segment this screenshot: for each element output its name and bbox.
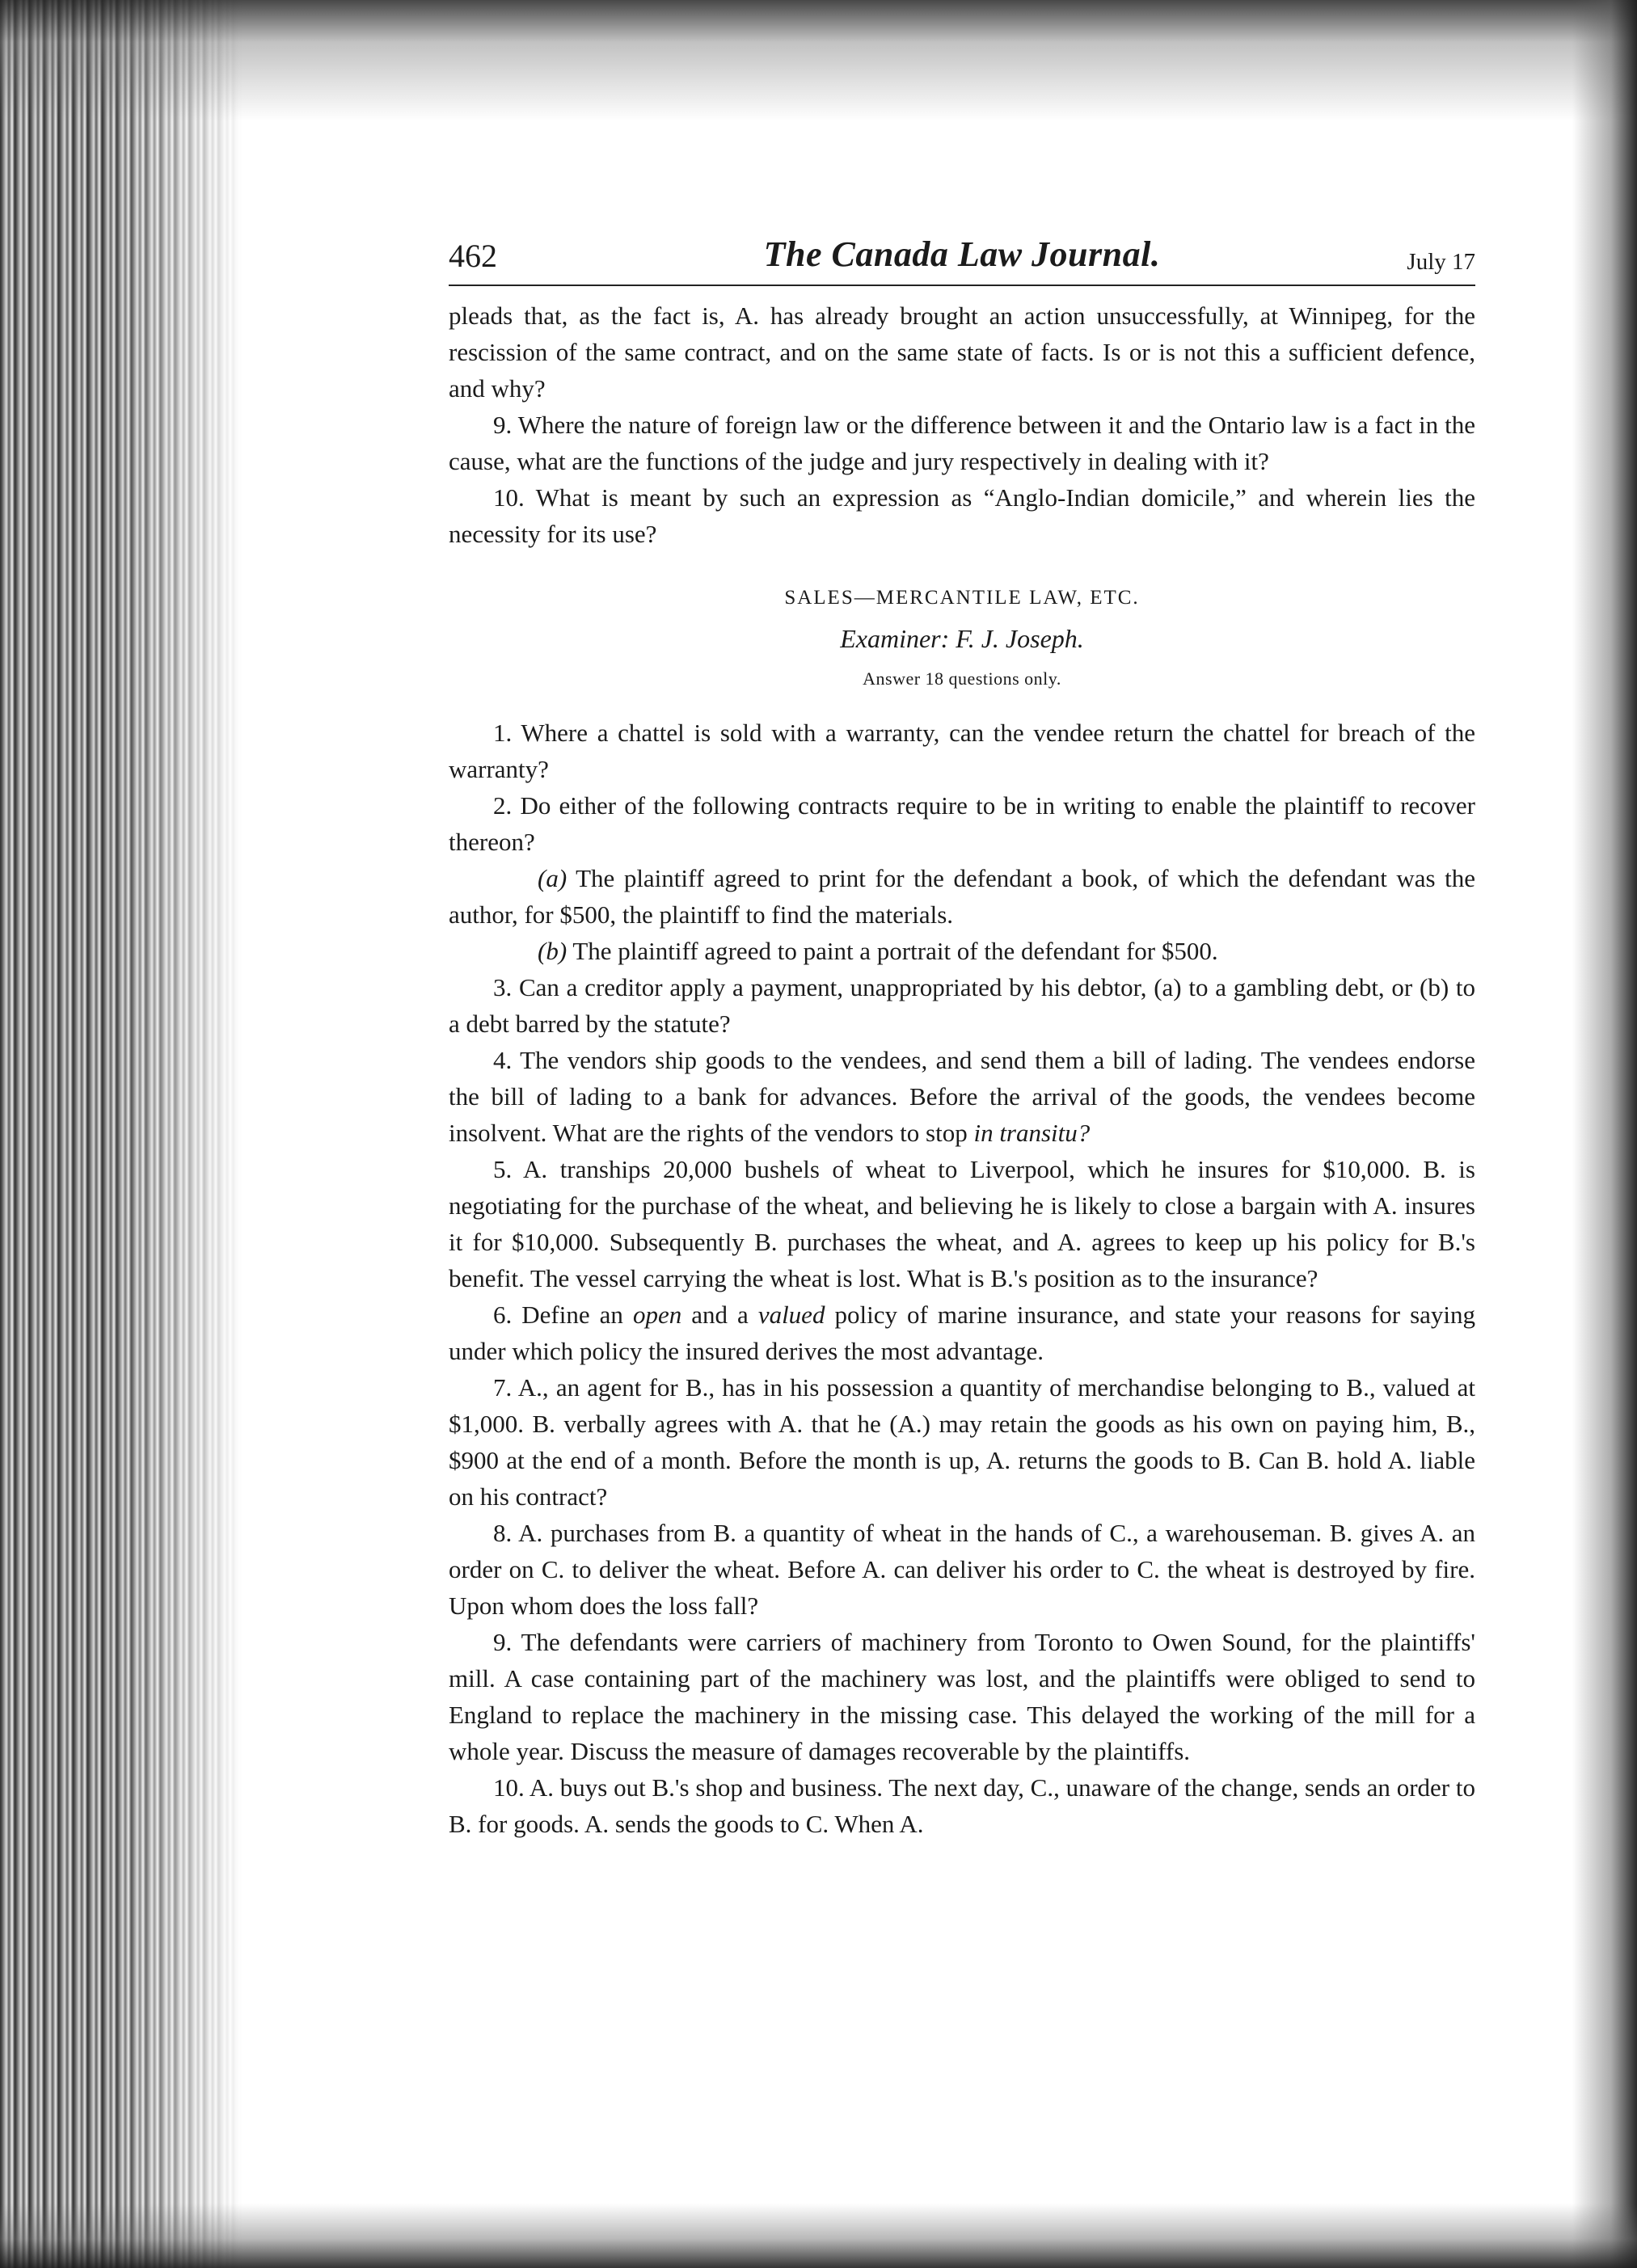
- running-head: [449, 234, 1475, 286]
- question-2b: (b) The plaintiff agreed to paint a portrait of the defendant for $500.: [538, 937, 1218, 965]
- page-body: [449, 297, 1475, 1842]
- question-2a: (a) The plaintiff agreed to print for the defendant a book, of which the defendant was the author, for $500, the plaintiff to find the materials.: [449, 864, 1475, 929]
- question-2: 2. Do either of the following contracts require to be in writing to enable the plaintiff to recover thereon?: [449, 791, 1475, 856]
- journal-title: The Canada Law Journal.: [763, 234, 1161, 274]
- question-4: 4. The vendors ship goods to the vendees, and send them a bill of lading. The vendees endorse the bill of lading to a bank for advances. Before the arrival of the goods, the vendees become insolvent. What are the rights of the vendors to stop in transitu?: [449, 1046, 1475, 1147]
- continuation-paragraph: pleads that, as the fact is, A. has already brought an action unsuccessfully, at Winnipeg, for the rescission of the same contract, and on the same state of facts. Is or is not this a sufficient defence, and why?: [449, 301, 1475, 403]
- scan-shadow-right: [1572, 0, 1637, 2268]
- question-6: 6. Define an open and a valued policy of marine insurance, and state your reasons for saying under which policy the insured derives the most advantage.: [449, 1301, 1476, 1365]
- scan-shadow-bottom: [0, 2203, 1637, 2268]
- question-1: 1. Where a chattel is sold with a warranty, can the vendee return the chattel for breach of the warranty?: [449, 719, 1475, 783]
- scan-shadow-left: [0, 0, 243, 2268]
- prior-question-9: 9. Where the nature of foreign law or the difference between it and the Ontario law is a fact in the cause, what are the functions of the judge and jury respectively in dealing with it?: [449, 411, 1475, 475]
- scan-shadow-top: [0, 0, 1637, 121]
- page-number: 462: [449, 238, 497, 274]
- section-instruction: Answer 18 questions only.: [863, 668, 1061, 689]
- examiner-line: Examiner: F. J. Joseph.: [840, 624, 1084, 653]
- issue-date: July 17: [1407, 249, 1475, 275]
- question-3: 3. Can a creditor apply a payment, unappropriated by his debtor, (a) to a gambling debt, or (b) to a debt barred by the statute?: [449, 973, 1475, 1038]
- question-9: 9. The defendants were carriers of machinery from Toronto to Owen Sound, for the plaintiffs' mill. A case containing part of the machinery was lost, and the plaintiffs were obliged to send to England to replace the machinery in the missing case. This delayed the working of the mill for a whole year. Discuss the measure of damages recoverable by the plaintiffs.: [449, 1628, 1475, 1765]
- question-5: 5. A. tranships 20,000 bushels of wheat to Liverpool, which he insures for $10,000. B. is negotiating for the purchase of the wheat, and believing he is likely to close a bargain with A. insures it for $10,000. Subsequently B. purchases the wheat, and A. agrees to keep up his policy for B.'s benefit. The vessel carrying the wheat is lost. What is B.'s position as to the insurance?: [449, 1155, 1475, 1292]
- prior-question-10: 10. What is meant by such an expression as “Anglo-Indian domicile,” and wherein lies the necessity for its use?: [449, 483, 1475, 548]
- journal-page: [449, 234, 1475, 2037]
- question-10: 10. A. buys out B.'s shop and business. The next day, C., unaware of the change, sends an order to B. for goods. A. sends the goods to C. When A.: [449, 1773, 1475, 1838]
- question-7: 7. A., an agent for B., has in his possession a quantity of merchandise belonging to B., valued at $1,000. B. verbally agrees with A. that he (A.) may retain the goods as his own on paying him, B., $900 at the end of a month. Before the month is up, A. returns the goods to B. Can B. hold A. liable on his contract?: [449, 1373, 1475, 1511]
- section-title: SALES—MERCANTILE LAW, ETC.: [784, 587, 1140, 609]
- question-8: 8. A. purchases from B. a quantity of wheat in the hands of C., a warehouseman. B. gives A. an order on C. to deliver the wheat. Before A. can deliver his order to C. the wheat is destroyed by fire. Upon whom does the loss fall?: [449, 1519, 1475, 1620]
